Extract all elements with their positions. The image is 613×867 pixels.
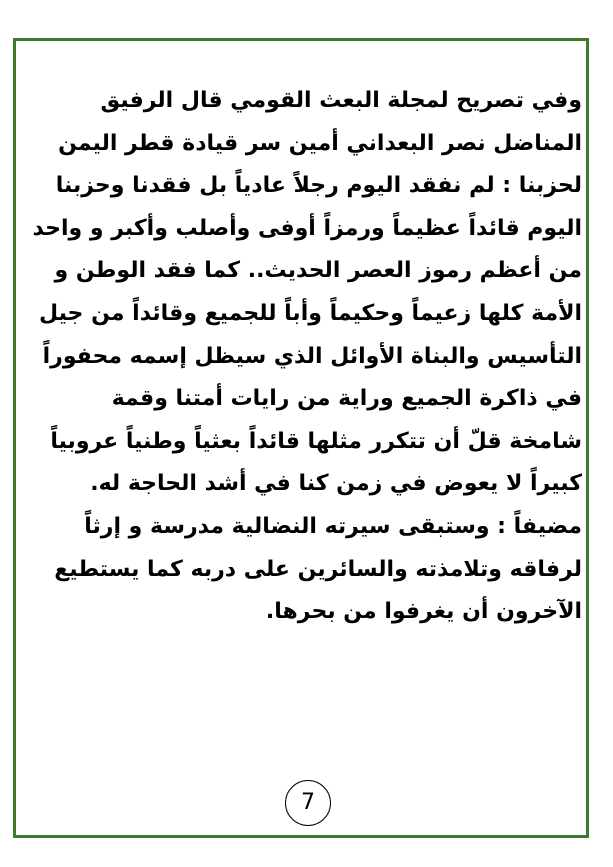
- text-line: المناضل نصر البعداني أمين سر قيادة قطر اليمن: [58, 130, 582, 156]
- text-line: شامخة قلّ أن تتكرر مثلها قائداً بعثياً وطنياً عروبياً: [50, 428, 582, 454]
- text-line: من أعظم رموز العصر الحديث.. كما فقد الوطن و: [54, 258, 582, 284]
- body-text: [30, 80, 582, 634]
- text-line: التأسيس والبناة الأوائل الذي سيظل إسمه محفوراً: [42, 343, 582, 369]
- text-line: لرفاقه وتلامذته والسائرين على دربه كما يستطيع: [54, 556, 582, 582]
- page-number: 7: [285, 780, 331, 826]
- text-line: لحزبنا : لم نفقد اليوم رجلاً عادياً بل فقدنا وحزبنا: [55, 173, 582, 199]
- text-line: الأمة كلها زعيماً وحكيماً وأباً للجميع وقائداً من جيل: [38, 300, 582, 326]
- text-line: اليوم قائداً عظيماً ورمزاً أوفى وأصلب وأكبر و واحد: [32, 215, 582, 241]
- text-line: مضيفاً : وستبقى سيرته النضالية مدرسة و إرثاً: [84, 513, 582, 539]
- text-line: كبيراً لا يعوض في زمن كنا في أشد الحاجة له.: [90, 471, 582, 497]
- text-line: وفي تصريح لمجلة البعث القومي قال الرفيق: [100, 88, 582, 113]
- text-line: في ذاكرة الجميع وراية من رايات أمتنا وقمة: [111, 386, 582, 412]
- text-line: الآخرون أن يغرفوا من بحرها.: [265, 599, 582, 625]
